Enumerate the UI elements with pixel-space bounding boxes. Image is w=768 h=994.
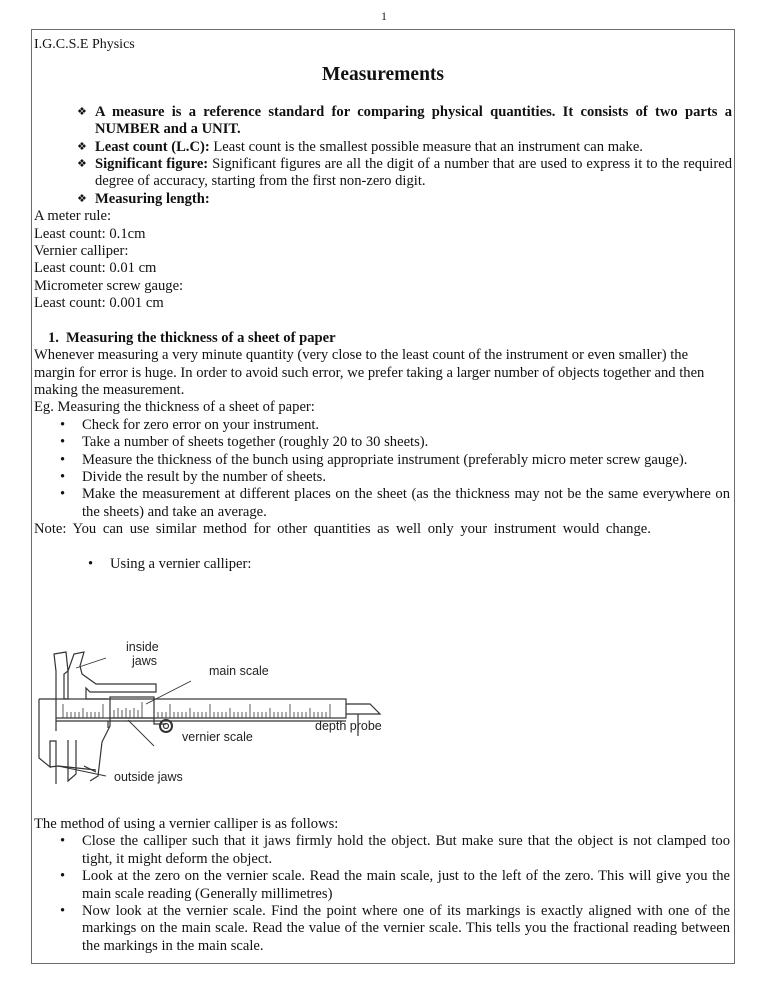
subject-header: I.G.C.S.E Physics <box>34 37 135 52</box>
vernier-bullet: • Using a vernier calliper: <box>88 555 252 572</box>
instrument-list <box>34 208 732 312</box>
definition-measure: ❖ A measure is a reference standard for comparing physical quantities. It consists of two parts a NUMBER and a UNIT. <box>77 103 732 138</box>
method-intro: The method of using a vernier calliper is as follows: <box>34 816 339 832</box>
method-steps-list <box>34 833 732 955</box>
vernier-calliper-diagram <box>36 640 396 788</box>
diamond-bullet-icon: ❖ <box>77 158 87 171</box>
bullet-icon: • <box>60 486 66 503</box>
list-item: • Take a number of sheets together (roughly 20 to 30 sheets). <box>60 434 429 451</box>
vernier-method <box>34 816 732 955</box>
bullet-icon: • <box>60 868 66 885</box>
bullet-icon: • <box>60 451 66 468</box>
bullet-icon: • <box>60 416 66 433</box>
instrument-line: Least count: 0.001 cm <box>34 295 164 312</box>
label-depth-probe: depth probe <box>315 719 382 733</box>
section-1-intro: Whenever measuring a very minute quantity (very close to the least count of the instrument or even smaller) the margin for error is huge. In order to avoid such error, we prefer taking a larger number of objects together and then making the measurement. <box>34 347 705 398</box>
diamond-bullet-icon: ❖ <box>77 105 87 118</box>
list-item: • Divide the result by the number of sheets. <box>60 468 326 485</box>
section-heading-list <box>34 330 732 347</box>
section-1-example: Eg. Measuring the thickness of a sheet of paper: <box>34 399 315 416</box>
bullet-icon: • <box>88 555 94 572</box>
diamond-bullet-icon: ❖ <box>77 140 87 153</box>
section-1-note: Note: You can use similar method for other quantities as well only your instrument would change. <box>34 521 651 538</box>
page-number: 1 <box>381 9 387 23</box>
instrument-line: Least count: 0.1cm <box>34 225 146 242</box>
list-item: • Make the measurement at different places on the sheet (as the thickness may not be the same everywhere on the sheets) and take an average. <box>60 486 730 520</box>
label-outside-jaws: outside jaws <box>114 770 183 784</box>
bullet-icon: • <box>60 434 66 451</box>
list-item: • Close the calliper such that it jaws firmly hold the object. But make sure that the object is not clamped too tight, it might deform the object. <box>60 833 730 867</box>
instrument-line: Vernier calliper: <box>34 243 129 260</box>
bullet-icon: • <box>60 833 66 850</box>
list-item: • Measure the thickness of the bunch using appropriate instrument (preferably micro meter screw gauge). <box>60 451 688 468</box>
document-body <box>34 36 732 573</box>
label-main-scale: main scale <box>209 664 269 678</box>
instrument-line: A meter rule: <box>34 208 111 225</box>
definitions-list <box>34 104 732 208</box>
label-inside-jaws: jaws <box>132 654 158 668</box>
instrument-line: Micrometer screw gauge: <box>34 277 184 294</box>
label-inside-jaws: inside <box>126 640 159 654</box>
page-title: Measurements <box>321 64 445 86</box>
definition-least-count: ❖ Least count (L.C): Least count is the smallest possible measure that an instrument can make. <box>77 138 643 155</box>
list-item: • Now look at the vernier scale. Find the point where one of its markings is exactly aligned with one of the markings on the main scale. Read the value of the vernier scale. This tells you the fractional reading between the markings in the main scale. <box>60 903 730 954</box>
definition-measuring-length: ❖ Measuring length: <box>77 190 210 207</box>
bullet-icon: • <box>60 903 66 920</box>
label-vernier-scale: vernier scale <box>182 730 253 744</box>
definition-significant-figure: ❖ Significant figure: Significant figures are all the digit of a number that are used to express it to the required degree of accuracy, starting from the first non-zero digit. <box>77 156 732 190</box>
diamond-bullet-icon: ❖ <box>77 192 87 205</box>
list-item: • Check for zero error on your instrument. <box>60 416 320 433</box>
list-item: • Look at the zero on the vernier scale. Read the main scale, just to the left of the zero. This will give you the main scale reading (Generally millimetres) <box>60 868 730 902</box>
paper-steps-list <box>34 417 732 521</box>
instrument-line: Least count: 0.01 cm <box>34 260 157 277</box>
section-1-heading: 1. Measuring the thickness of a sheet of paper <box>48 329 336 346</box>
bullet-icon: • <box>60 468 66 485</box>
